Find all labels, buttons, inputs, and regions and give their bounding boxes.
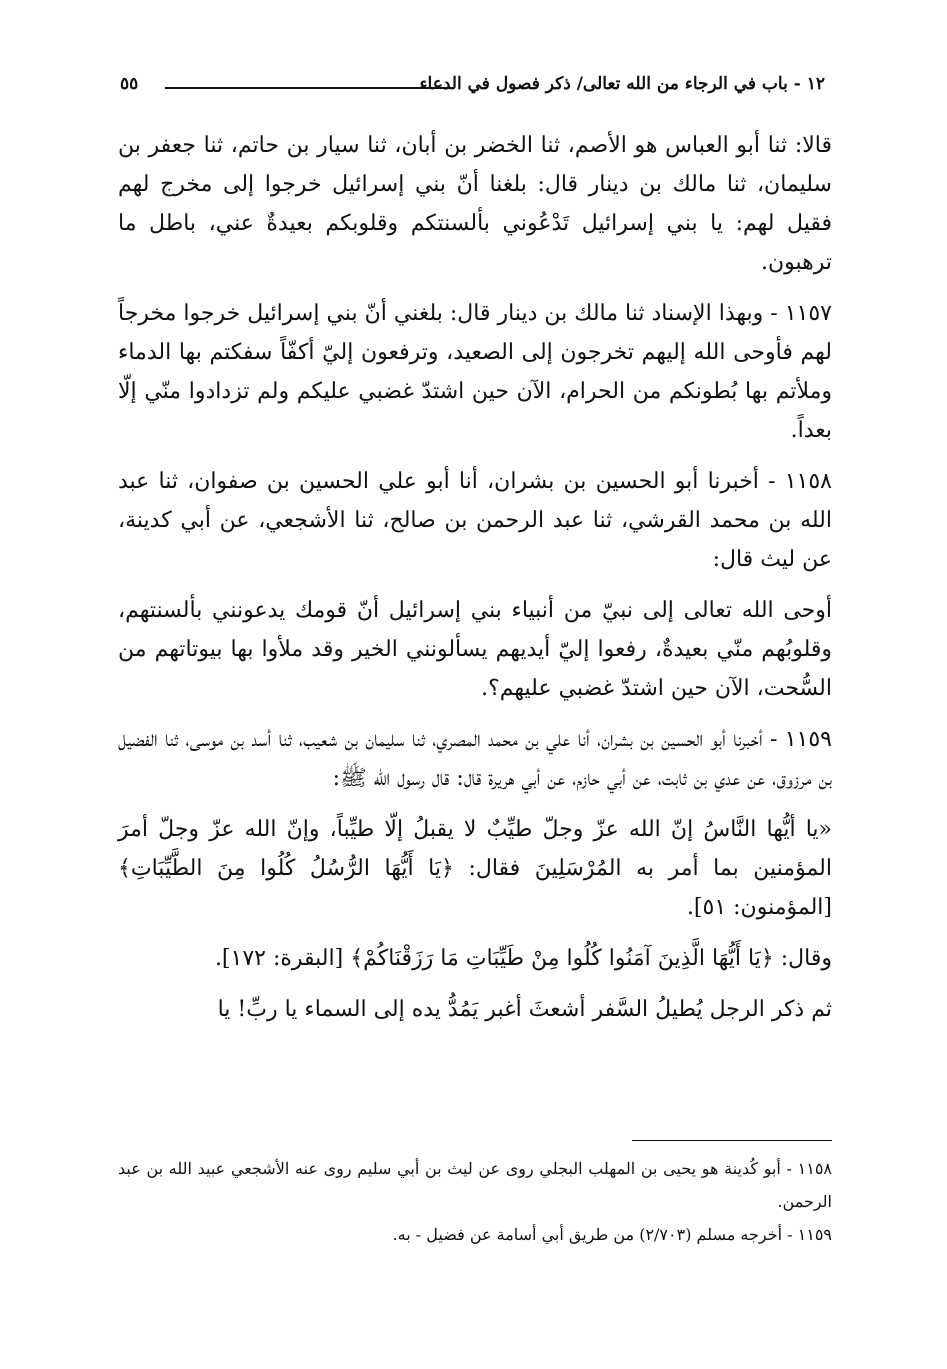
chapter-title: ١٢ - باب في الرجاء من الله تعالى/ ذكر فصول في الدعاء	[419, 74, 825, 94]
footnotes	[118, 1152, 832, 1251]
page-number: ٥٥	[120, 74, 139, 94]
footnote-1159: ١١٥٩ - أخرجه مسلم (٢/٧٠٣) من طريق أبي أسامة عن فضيل - به.	[392, 1225, 832, 1244]
paragraph-1159-continuation: ثم ذكر الرجل يُطيلُ السَّفر أشعثَ أغبر يَمُدُّ يده إلى السماء يا ربِّ! يا	[217, 997, 832, 1022]
footnote-separator	[632, 1140, 832, 1141]
paragraph-1159-hadith: «يا أيُّها النَّاسُ إنّ الله عزّ وجلّ طيِّبٌ لا يقبلُ إلّا طيِّباً، وإنّ الله عزّ وجلّ أمرَ المؤمنين بما أمر به المُرْسَلِينَ فقال: ﴿يَا أَيُّهَا الرُّسُلُ كُلُوا مِنَ الطَّيِّبَاتِ﴾ [المؤمنون: ٥١].	[118, 817, 832, 920]
paragraph-1159-verse: وقال: ﴿يَا أَيُّهَا الَّذِينَ آمَنُوا كُلُوا مِنْ طَيِّبَاتِ مَا رَزَقْنَاكُمْ﴾ [البقرة: ١٧٢].	[214, 946, 832, 971]
header-rule	[165, 87, 453, 89]
paragraph-1159-isnad: ١١٥٩ - أخبرنا أبو الحسين بن بشران، أنا علي بن محمد المصري، ثنا سليمان بن شعيب، ثنا أسد بن موسى، ثنا الفضيل بن مرزوق، عن عدي بن ثابت، عن أبي حازم، عن أبي هريرة قال: قال رسول الله ﷺ:	[118, 727, 832, 791]
paragraph-1158-isnad: ١١٥٨ - أخبرنا أبو الحسين بن بشران، أنا أبو علي الحسين بن صفوان، ثنا عبد الله بن محمد القرشي، ثنا عبد الرحمن بن صالح، ثنا الأشجعي، عن أبي كدينة، عن ليث قال:	[118, 469, 832, 572]
main-text	[118, 126, 832, 1041]
paragraph-1158-matn: أوحى الله تعالى إلى نبيّ من أنبياء بني إسرائيل أنّ قومك يدعونني بألسنتهم، وقلوبُهم منّي بعيدةٌ، رفعوا إليّ أيديهم يسألونني الخير وقد ملأوا بها بيوتاتهم من السُّحت، الآن حين اشتدّ غضبي عليهم؟.	[118, 598, 832, 701]
running-header	[120, 74, 825, 104]
footnote-1158: ١١٥٨ - أبو كُدينة هو يحيى بن المهلب البجلي روى عن ليث بن أبي سليم روى عنه الأشجعي عبيد الله بن عبد الرحمن.	[118, 1159, 833, 1211]
paragraph-1157: ١١٥٧ - وبهذا الإسناد ثنا مالك بن دينار قال: بلغني أنّ بني إسرائيل خرجوا مخرجاً لهم فأوحى الله إليهم تخرجون إلى الصعيد، وترفعون إليّ أكفّاً سفكتم بها الدماء وملأتم بها بُطونكم من الحرام، الآن حين اشتدّ غضبي عليكم ولم تزدادوا منّي إلّا بعداً.	[118, 301, 832, 443]
paragraph-1156-continuation: قالا: ثنا أبو العباس هو الأصم، ثنا الخضر بن أبان، ثنا سيار بن حاتم، ثنا جعفر بن سليمان، ثنا مالك بن دينار قال: بلغنا أنّ بني إسرائيل خرجوا إلى مخرج لهم فقيل لهم: يا بني إسرائيل تَدْعُوني بألسنتكم وقلوبكم بعيدةٌ عني، باطل ما ترهبون.	[118, 133, 832, 275]
